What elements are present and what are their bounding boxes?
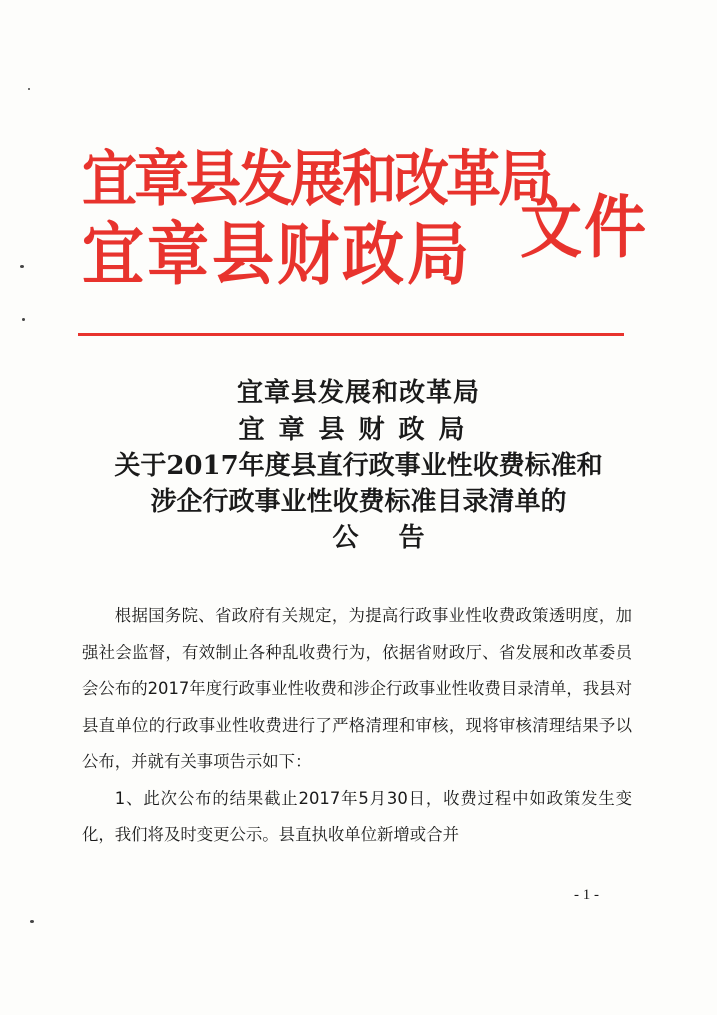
scan-speck <box>22 318 25 321</box>
title-line4: 涉企行政事业性收费标准目录清单的 <box>150 487 567 517</box>
title-line5: 公告 <box>332 523 465 553</box>
header-org-line2: 宜章县财政局 <box>82 214 473 295</box>
scan-speck <box>20 265 24 268</box>
scan-speck <box>28 88 30 90</box>
header-org-line1: 宜章县发展和改革局 <box>82 142 551 214</box>
scan-speck <box>30 920 34 923</box>
header-doc-word: 文件 <box>520 187 649 268</box>
title-line2: 宜章县财政局 <box>238 415 479 445</box>
title-line1: 宜章县发展和改革局 <box>236 378 480 408</box>
body-text <box>82 598 632 854</box>
body-paragraph-1: 根据国务院、省政府有关规定，为提高行政事业性收费政策透明度，加强社会监督，有效制止各种乱收费行为，依据省财政厅、省发展和改革委员会公布的2017年度行政事业性收费和涉企行政事业性收费目录清单，我县对县直单位的行政事业性收费进行了严格清理和审核，现将审核清理结果予以公布，并就有关事项告示如下： <box>82 606 632 771</box>
page-number: - 1 - <box>574 887 599 903</box>
body-paragraph-2: 1、此次公布的结果截止2017年5月30日，收费过程中如政策发生变化，我们将及时变更公示。县直执收单位新增或合并 <box>82 788 632 844</box>
red-divider <box>78 333 624 336</box>
title-line3: 关于2017年度县直行政事业性收费标准和 <box>114 451 603 481</box>
